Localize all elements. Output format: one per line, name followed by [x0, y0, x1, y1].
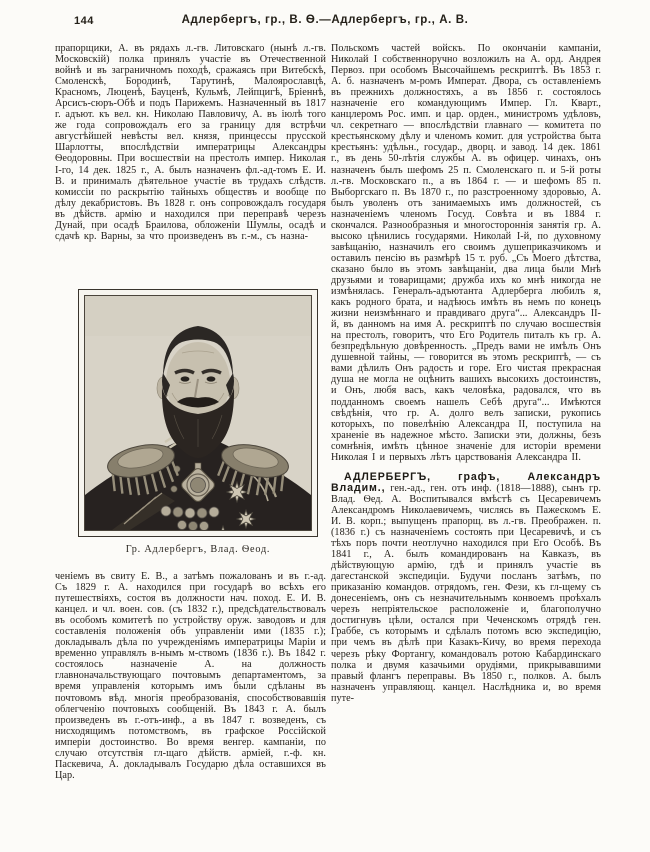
article-body-text: ген.-ад., ген. отъ инф. (1818—1888), сынъ гр. Влад. Ѳед. А. Воспитывался вмѣстѣ съ Цесаревичемъ Александромъ Николаевичемъ, числясь въ Пажескомъ Е. И. В. корп.; выпущенъ прапорщ. въ л.-гв. Преображен. п. (1836 г.) съ назначеніемъ состоять при Цесаревичѣ, и съ тѣхъ поръ почти неотлучно находился при Его Особѣ. Въ 1841 г., А. былъ командированъ на Кавказъ, въ дѣйствующую армію, гдѣ и принялъ участіе въ дагестанской экспедиціи. Будучи посланъ затѣмъ, по приказанію командов. отрядомъ, ген. Фези, къ гл-щему съ донесеніемъ, онъ съ незначительнымъ конвоемъ проѣхалъ черезъ непріятельское расположеніе и, благополучно достигнувъ цѣли, остался при Чеченскомъ отрядѣ ген. Граббе, съ которымъ и сдѣлалъ потомъ всю экспедицію, при чемъ въ дѣлѣ при Казакъ-Кичу, во время перехода черезъ рѣку Фортангу, командовалъ ротою Кабардинскаго полка и двумя казачьими орудіями, прикрывавшими правый флангъ переправы. Въ 1850 г., полков. А. былъ назначенъ управляющ. канцел. Наслѣдника и, во время путе- [331, 482, 601, 704]
left-column-text-bottom: ченіемъ въ свиту Е. В., а затѣмъ пожалованъ и въ г.-ад. Съ 1829 г. А. находился при государѣ во всѣхъ его путешествіяхъ, состоя въ должности нач. поход. Е. И. В. канцел. и чл. воен. сов. (съ 1832 г.), предсѣдательствовалъ въ особомъ комитетѣ по устройству оруж. заводовъ и для составленія положенія объ управленіи ими (1835 г.); докладывалъ дѣла по учрежденіямъ императрицы Маріи и временно управлялъ в-нымъ м-ствомъ (1836 г.). Въ 1842 г. состоялось назначеніе А. на должность главноначальствующаго почтовымъ департаментомъ, за время управленія которымъ имъ были сдѣланы въ почтовомъ вѣд. многія преобразованія, способствовавшія облегченію почтовыхъ сообщеній. Въ 1843 г. А. былъ произведенъ въ г.-отъ-инф., а въ 1847 г. возведенъ, съ нисходящимъ потомствомъ, въ графское Россійской имперіи достоинство. Во время венгер. кампаніи, по случаю отсутствія гл-щаго дѣйств. арміей, г.-ф. кн. Паскевича, А. докладывалъ Государю дѣла оставшихся въ Цар. [55, 571, 326, 781]
portrait-caption: Гр. Адлербергъ, Влад. Ѳеод. [125, 544, 271, 555]
running-title: Адлербергъ, гр., В. Ѳ.—Адлербергъ, гр., А. В. [181, 14, 469, 26]
page-number: 144 [74, 15, 94, 27]
right-column [331, 43, 601, 815]
portrait-engraving [78, 289, 318, 537]
right-column-text: Польскомъ частей войскъ. По окончаніи кампаніи, Николай I собственноручно возложилъ на А. орд. Андрея Первоз. при особомъ Высочайшемъ рескриптѣ. Въ 1853 г. А. б. назначенъ м-ромъ Императ. Двора, съ оставленіемъ въ прежнихъ должностяхъ, а въ 1856 г. состоялось назначеніе его командующимъ Импер. Гл. Кварт., канцлеромъ Рос. имп. и цар. орден., министромъ удѣловъ, чл. секретнаго — впослѣдствіи главнаго — комитета по крестьянскому дѣлу и членомъ комит. для устройства быта крестьянъ: удѣльн., государ., дворц. и завод. 14 дек. 1861 г., въ день 50-лѣтія службы А. въ офицер. чинахъ, онъ назначенъ былъ шефомъ 25 п. Смоленскаго п. и 5-й роты л.-гв. Московскаго п., а въ 1864 г. — и шефомъ 85 п. Выборгскаго п. Въ 1870 г., по разстроенному здоровью, А. былъ уволенъ отъ занимаемыхъ имъ должностей, съ назначеніемъ членомъ Госуд. Совѣта и въ 1884 г. скончался. Разнообразныя и многостороннія занятія гр. А. высоко цѣнились государями. Николай I-й, по духовному завѣщанію, назначилъ его своимъ душеприказчикомъ и оставилъ пенсію въ размѣрѣ 15 т. руб. „Съ Моего дѣтства, сказано было въ этомъ завѣщаніи, два лица были Мнѣ друзьями и товарищами; дружба ихъ ко мнѣ никогда не измѣнялась. Генералъ-адъютанта Адлерберга любилъ я, какъ родного брата, и надѣюсь имѣть въ немъ по конецъ жизни неизмѣннаго и правдиваго друга“... Александръ II-й, въ данномъ на имя А. рескриптѣ по случаю восшествія на престолъ, говоритъ, что Его Родитель питалъ къ гр. А. безпредѣльную довѣренность. „Предъ вами не имѣлъ Онъ душевной тайны, — говорится въ этомъ рескриптѣ, — съ вами дѣлилъ Онъ радость и горе. Его чистая прекрасная душа не могла не оцѣнить вашихъ высокихъ достоинствъ, и Онъ, любя васъ, какъ человѣка, радовался, что въ подданномъ своемъ нашелъ Себѣ друга“... Имѣются свѣдѣнія, что гр. А. долго велъ записки, рукопись которыхъ, по повелѣнію Александра II, поступила на храненіе въ надежное мѣсто. Записки эти, должны, безъ сомнѣнія, имѣть цѣнное значеніе для исторіи времени Николая I и первыхъ лѣтъ царствованія Александра II. [331, 43, 601, 463]
article-heading: АДЛЕРБЕРГЪ, графъ, Александръ Владим., [331, 470, 601, 494]
left-column-text-top: прапорщики, А. въ рядахъ л.-гв. Литовскаго (нынѣ л.-гв. Московскій) полка принялъ участіе въ Отечественной войнѣ и въ заграничномъ походѣ, сражаясь при Витебскѣ, Смоленскѣ, Бородинѣ, Тарутинѣ, Малоярославцѣ, Красномъ, Люценѣ, Бауценѣ, Кульмѣ, Лейпцигѣ, Бріеннѣ, Арсисъ-сюръ-Обѣ и подъ Парижемъ. Назначенный въ 1817 г. адъют. къ вел. кн. Николаю Павловичу, А. въ іюлѣ того же года сопровождалъ его за границу для встрѣчи августѣйшей невѣсты вел. князя, принцессы прусской Шарлотты, впослѣдствіи императрицы Александры Ѳеодоровны. При восшествіи на престолъ импер. Николая I-го, 14 дек. 1825 г., А. былъ назначенъ фл.-ад-томъ Е. И. В. и принималъ дѣятельное участіе въ трудахъ слѣдств. комиссіи по раскрытію тайныхъ обществъ и вообще по дѣлу декабристовъ. Въ 1828 г. онъ сопровождалъ государя въ дѣйств. армію и находился при переправѣ черезъ Дунай, при осадѣ Браилова, обложеніи Шумлы, осадѣ и сдачѣ кр. Варны, за что произведенъ въ г.-м., съ назна- [55, 43, 326, 242]
article-adlerberg-alexander [331, 472, 601, 704]
running-head [0, 14, 650, 32]
portrait-figure [78, 289, 318, 555]
